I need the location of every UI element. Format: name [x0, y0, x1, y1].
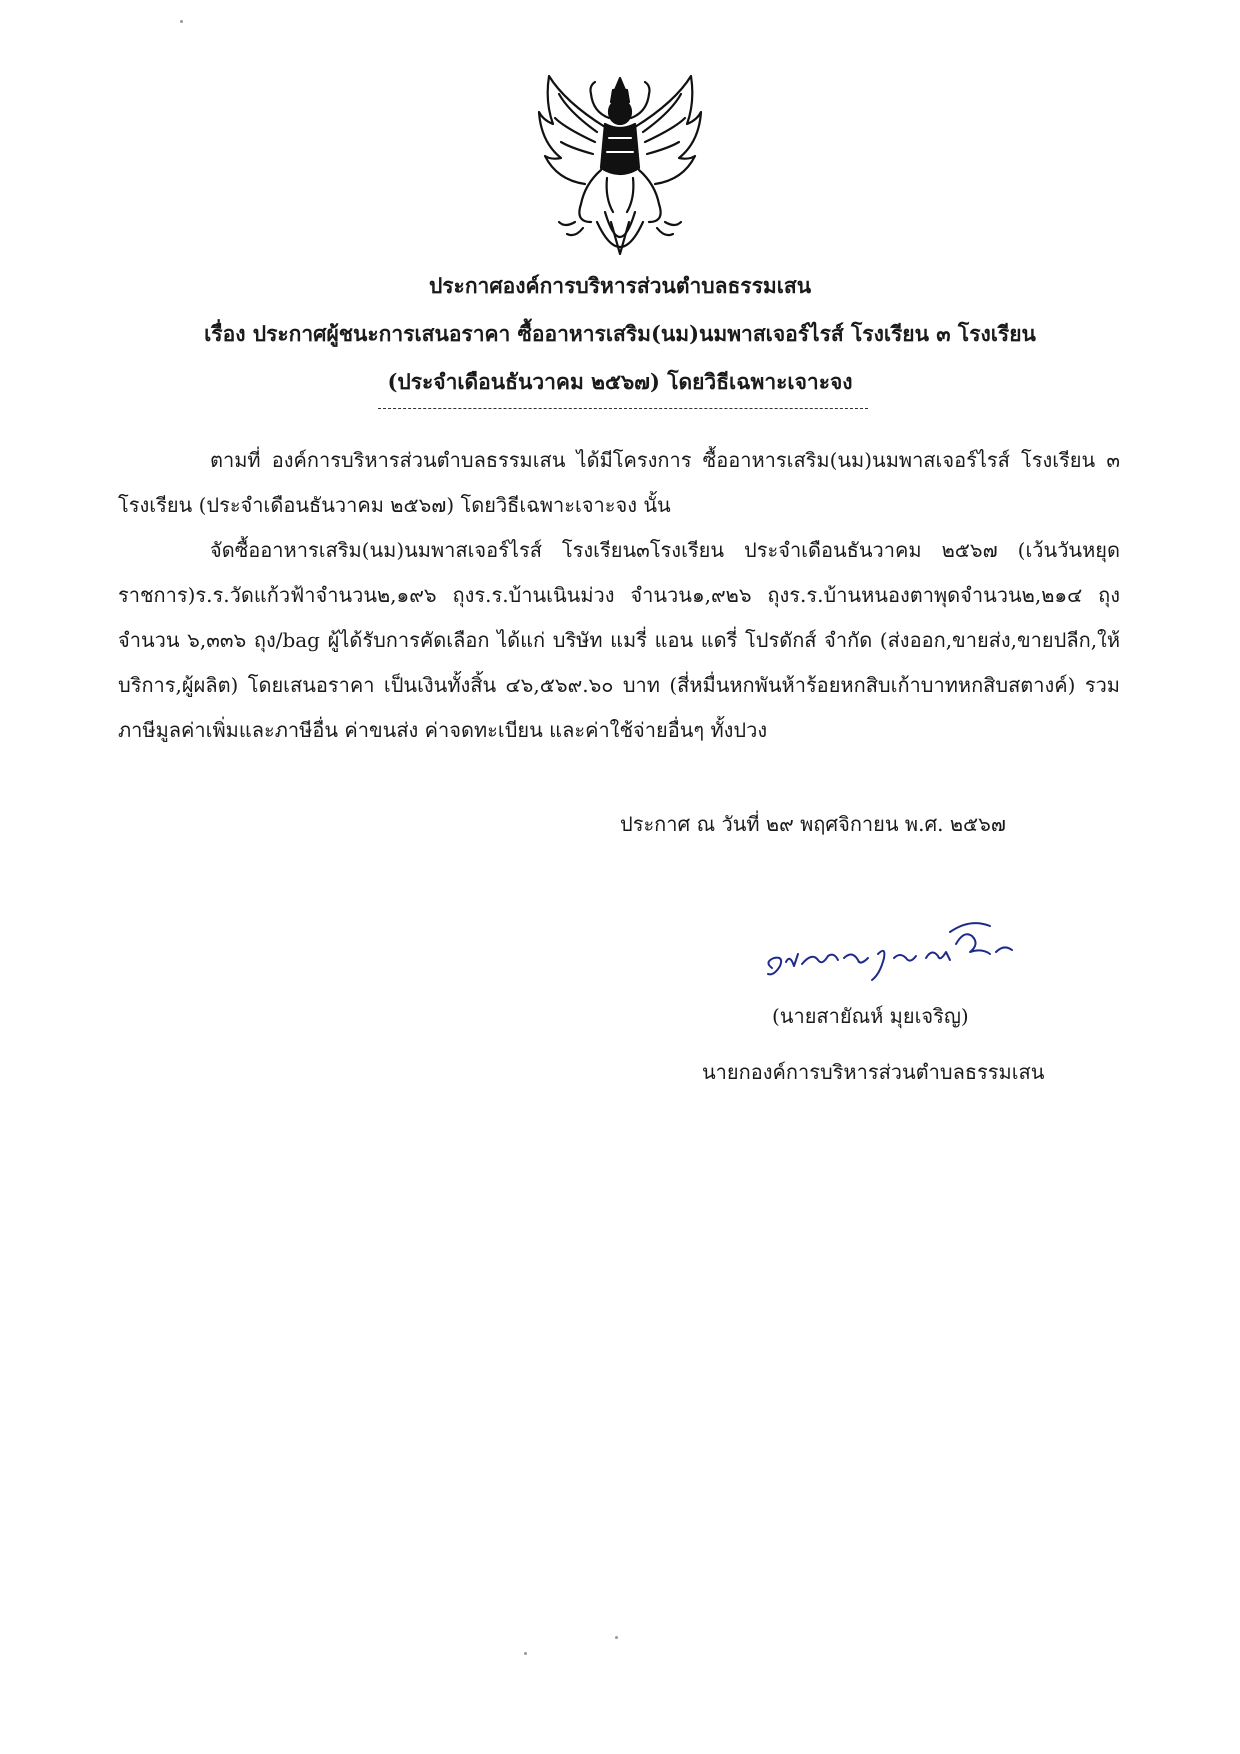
- announcement-body: [118, 438, 1120, 753]
- title-period-method: (ประจำเดือนธันวาคม ๒๕๖๗) โดยวิธีเฉพาะเจาะจง: [387, 369, 853, 394]
- handwritten-signature-icon: [760, 918, 1070, 988]
- body-paragraph-2: จัดซื้ออาหารเสริม(นม)นมพาสเจอร์ไรส์ โรงเรียน๓โรงเรียน ประจำเดือนธันวาคม ๒๕๖๗ (เว้นวันหยุดราชการ)ร.ร.วัดแก้วฟ้าจำนวน๒,๑๙๖ ถุงร.ร.บ้านเนินม่วง จำนวน๑,๙๒๖ ถุงร.ร.บ้านหนองตาพุดจำนวน๒,๒๑๔ ถุง จำนวน ๖,๓๓๖ ถุง/bag ผู้ได้รับการคัดเลือก ได้แก่ บริษัท แมรี่ แอน แดรี่ โปรดักส์ จำกัด (ส่งออก,ขายส่ง,ขายปลีก,ให้บริการ,ผู้ผลิต) โดยเสนอราคา เป็นเงินทั้งสิ้น ๔๖,๕๖๙.๖๐ บาท (สี่หมื่นหกพันห้าร้อยหกสิบเก้าบาทหกสิบสตางค์) รวมภาษีมูลค่าเพิ่มและภาษีอื่น ค่าขนส่ง ค่าจดทะเบียน และค่าใช้จ่ายอื่นๆ ทั้งปวง: [118, 538, 1120, 742]
- announcement-title: [140, 262, 1100, 406]
- title-subject: เรื่อง ประกาศผู้ชนะการเสนอราคา ซื้ออาหารเสริม(นม)นมพาสเจอร์ไรส์ โรงเรียน ๓ โรงเรียน: [204, 321, 1036, 346]
- body-paragraph-1: ตามที่ องค์การบริหารส่วนตำบลธรรมเสน ได้มีโครงการ ซื้ออาหารเสริม(นม)นมพาสเจอร์ไรส์ โรงเรียน ๓ โรงเรียน (ประจำเดือนธันวาคม ๒๕๖๗) โดยวิธีเฉพาะเจาะจง นั้น: [118, 448, 1120, 517]
- signer-position: นายกองค์การบริหารส่วนตำบลธรรมเสน: [702, 1060, 1045, 1084]
- title-divider: [378, 408, 868, 409]
- signer-name: (นายสายัณห์ มุยเจริญ): [772, 1004, 969, 1028]
- announcement-date: ประกาศ ณ วันที่ ๒๙ พฤศจิกายน พ.ศ. ๒๕๖๗: [620, 812, 1006, 836]
- title-organization: ประกาศองค์การบริหารส่วนตำบลธรรมเสน: [428, 273, 812, 298]
- garuda-emblem-icon: [535, 72, 705, 262]
- scan-speck: [615, 1636, 618, 1639]
- scan-speck: [524, 1652, 527, 1655]
- scan-speck: [180, 20, 183, 23]
